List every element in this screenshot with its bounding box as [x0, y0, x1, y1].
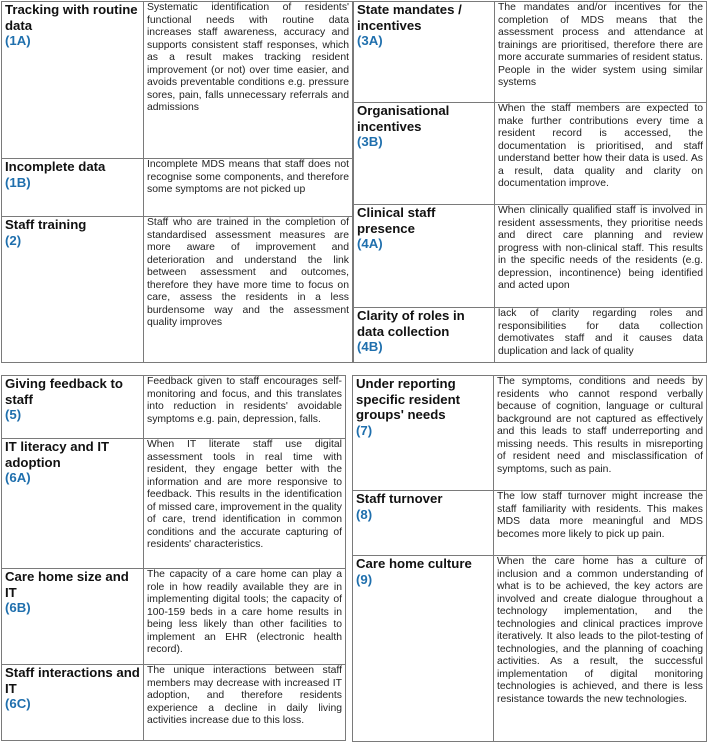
factor-description: When IT literate staff use digital assessment tools in real time with resident, they engage better with the information and are more responsive to feedback. This results in the identification of missed care, improvement in the quality of care, trend identification in common conditions and the accurate capturing of residents' characteristics. — [144, 439, 346, 569]
factor-label — [353, 376, 494, 491]
factor-name: State mandates / incentives — [357, 2, 462, 33]
factor-name: Care home culture — [356, 556, 472, 571]
factor-label — [2, 665, 144, 741]
factor-description: The symptoms, conditions and needs by residents who cannot respond verbally because of cognition, language or cultural background are not captured as effectively and this leads to staff underreporting and missing needs. This results in misreporting of resident need and misclassification of symptoms, such as pain. — [494, 376, 707, 491]
panel-top-right — [353, 1, 707, 363]
table-row — [354, 103, 707, 205]
factor-name: Organisational incentives — [357, 103, 450, 134]
factor-description: Incomplete MDS means that staff does not recognise some components, and therefore some symptoms are not picked up — [144, 159, 353, 217]
table-row — [2, 665, 346, 741]
factor-table — [1, 1, 353, 363]
table-row — [2, 159, 353, 217]
table-row — [2, 439, 346, 569]
factor-name: Under reporting specific resident groups' needs — [356, 376, 461, 422]
table-row — [2, 2, 353, 159]
factor-code: (6A) — [5, 470, 31, 485]
table-row — [353, 376, 707, 491]
factor-code: (6B) — [5, 600, 31, 615]
table-row — [2, 376, 346, 439]
factor-code: (1B) — [5, 174, 31, 190]
factor-code: (4A) — [357, 236, 383, 251]
factor-label — [353, 491, 494, 556]
panel-bottom-right — [352, 375, 707, 742]
factor-name: Giving feedback to staff — [5, 376, 123, 407]
factor-label — [2, 217, 144, 363]
table-row — [2, 569, 346, 665]
factor-name: Clinical staff presence — [357, 205, 436, 236]
factor-label — [353, 556, 494, 742]
factor-label — [2, 159, 144, 217]
factor-description: The unique interactions between staff members may decrease with increased IT adoption, and therefore residents experience a decline in daily living activities increase due to this loss. — [144, 665, 346, 741]
factor-name: Clarity of roles in data collection — [357, 308, 465, 339]
factor-description: lack of clarity regarding roles and responsibilities for data collection demotivates staff and it causes data duplication and lack of quality — [495, 308, 707, 363]
factor-description: When the staff members are expected to make further contributions every time a resident record is accessed, the documentation is prioritised, and staff understand better how their data is used. As a result, data quality and clarity on documentation improve. — [495, 103, 707, 205]
factor-code: (4B) — [357, 339, 383, 354]
factor-code: (1A) — [5, 33, 31, 48]
factor-description: The capacity of a care home can play a role in how readily available they are in implementing digital tools; the capacity of 100-159 beds in a care home results in being less likely than other facilities to implement an EHR (electronic health record). — [144, 569, 346, 665]
factor-description: The low staff turnover might increase the staff familiarity with residents. This makes MDS data more meaningful and MDS becomes more likely to pick up pain. — [494, 491, 707, 556]
table-row — [353, 491, 707, 556]
factor-code: (3B) — [357, 134, 383, 149]
factor-description: When clinically qualified staff is involved in resident assessments, they prioritise needs and direct care planning and review progress with non-clinical staff. This results in the specific needs of the residents (e.g. depression, incontinence) being identified and acted upon — [495, 205, 707, 308]
table-row — [354, 2, 707, 103]
factor-description: Staff who are trained in the completion of standardised assessment measures are more aware of improvement and deterioration and understand the link between assessment and outcomes, therefore they have more time to focus on care, assess the residents in a less burdensome way and the assessment quality improves — [144, 217, 353, 363]
factor-name: Staff training — [5, 217, 87, 232]
factor-code: (3A) — [357, 33, 383, 48]
table-row — [354, 308, 707, 363]
factor-code: (6C) — [5, 696, 31, 711]
factor-label — [2, 2, 144, 159]
factor-label — [354, 103, 495, 205]
factor-code: (8) — [356, 506, 373, 522]
factor-label — [354, 2, 495, 103]
factor-name: Tracking with routine data — [5, 2, 138, 33]
factor-code: (7) — [356, 422, 373, 438]
factor-code: (2) — [5, 232, 22, 248]
factor-table — [1, 375, 346, 741]
factor-label — [2, 569, 144, 665]
panel-bottom-left — [1, 375, 346, 741]
factor-table — [353, 1, 707, 363]
table-row — [2, 217, 353, 363]
factor-label — [354, 308, 495, 363]
factor-label — [2, 439, 144, 569]
factor-description: Systematic identification of residents' functional needs with routine data increases staff awareness, accuracy and supports consistent staff responses, which as a result makes tracking resident improvement (or not) over time easier, and avoids preventable conditions e.g. pressure sores, pain, falls unnecessary referrals and admissions — [144, 2, 353, 159]
factor-name: Incomplete data — [5, 159, 106, 174]
factor-code: (9) — [356, 571, 373, 587]
table-row — [354, 205, 707, 308]
factor-name: Staff interactions and IT — [5, 665, 140, 696]
factor-description: When the care home has a culture of inclusion and a common understanding of what is to be achieved, the key actors are involved and create dialogue throughout a technology implementation, and the technologies and clinical practices improve iteratively. It also leads to the pilot-testing of technologies, and the planning of coaching activities. As a result, the successful implementation of digital monitoring technologies is achieved, and there is less resistance towards the new technologies. — [494, 556, 707, 742]
factor-code: (5) — [5, 407, 22, 422]
factor-name: Staff turnover — [356, 491, 443, 506]
factor-name: Care home size and IT — [5, 569, 129, 600]
factor-label — [354, 205, 495, 308]
factor-label — [2, 376, 144, 439]
factor-description: The mandates and/or incentives for the completion of MDS means that the assessment process and attendance at trainings are prioritised, therefore there are more accurate summaries of resident status. People in the wider system using similar systems — [495, 2, 707, 103]
factor-table — [352, 375, 707, 742]
table-row — [353, 556, 707, 742]
factor-name: IT literacy and IT adoption — [5, 439, 110, 470]
panel-top-left — [1, 1, 353, 363]
factor-description: Feedback given to staff encourages self-monitoring and focus, and this translates into reduction in residents' avoidable symptoms e.g. pain, depression, falls. — [144, 376, 346, 439]
